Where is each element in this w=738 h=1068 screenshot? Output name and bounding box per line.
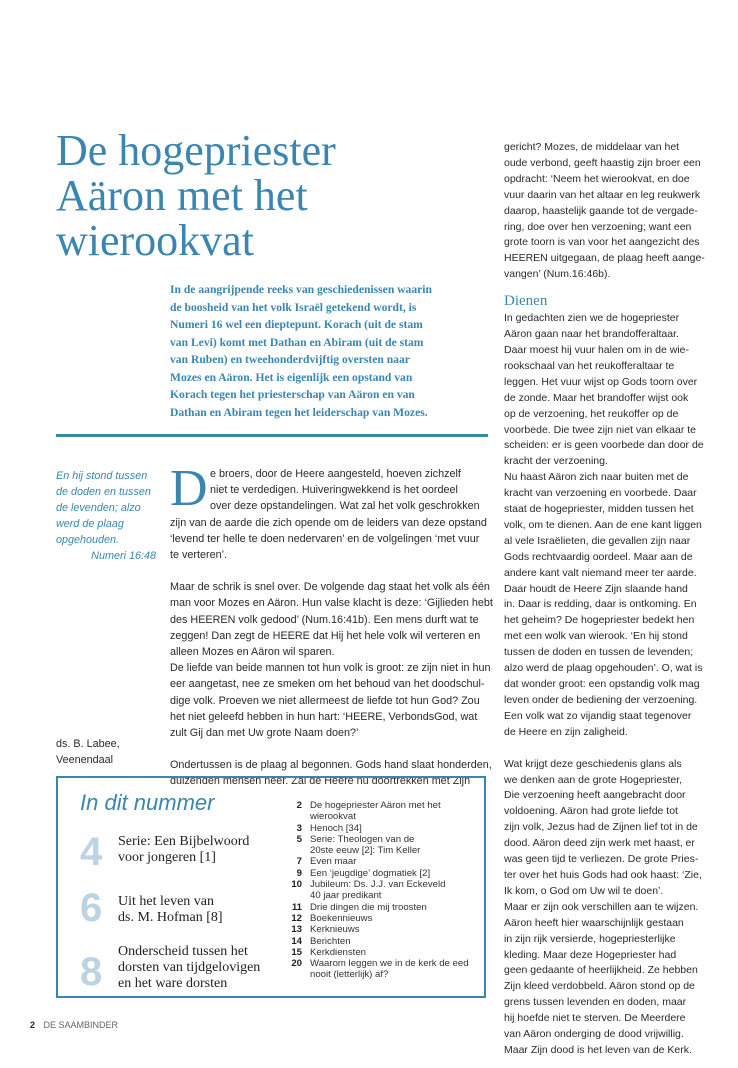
body-line: tussen de doden en tussen de levenden;: [504, 646, 694, 659]
quote-line: werd de plaag: [56, 518, 124, 530]
toc-page-number: 20: [291, 958, 302, 970]
body-line: zult Gij dan met Uw grote Naam doen?’: [170, 727, 359, 740]
toc-entry[interactable]: [284, 823, 484, 834]
toc-title-line: Serie: Theologen van de: [310, 833, 415, 845]
body-line: grens tussen levenden en doden, maar: [504, 996, 687, 1009]
body-line: voldoening. Aäron had grote liefde tot: [504, 805, 678, 818]
body-line: alzo werd de plaag opgehouden’. O, wat is: [504, 662, 703, 675]
body-line: hij hoefde niet te sterven. De Meerdere: [504, 1012, 686, 1025]
page-number: 2: [30, 1020, 36, 1030]
body-line: kracht van verzoening en voorbede. Daar: [504, 487, 697, 500]
body-line: Een volk wat zo vijandig staat tegenover: [504, 709, 692, 722]
intro-line: Mozes en Aäron. Het is eigenlijk een opstand van: [170, 370, 413, 384]
intro-line: Numeri 16 wel een dieptepunt. Korach (uit de stam: [170, 318, 423, 331]
body-line: leggen. Het vuur wijst op Gods toorn over: [504, 375, 698, 388]
body-line: ring, doe over hen verzoening; want een: [504, 220, 692, 233]
body-line: het niet geleefd hebben in hun hart: ‘HEERE, VerbondsGod, wat: [170, 710, 478, 723]
quote-line: de doden en tussen: [56, 486, 151, 498]
author-credit: [56, 736, 120, 768]
toc-entry[interactable]: [284, 868, 484, 879]
body-line: in. Daar is redding, daar is ontkoming. En: [504, 598, 697, 611]
body-line: des HEEREN volk gedood’ (Num.16:41b). Een mens durft wat te: [170, 613, 479, 626]
body-line: de Heere en zijn zaligheid.: [504, 725, 628, 738]
article-title: [56, 128, 486, 263]
body-line: opdracht: ‘Neem het wierookvat, en doe: [504, 172, 690, 185]
toc-title-line: Een ‘jeugdige’ dogmatiek [2]: [310, 867, 431, 879]
toc-title-line: Kerkdiensten: [310, 946, 366, 958]
body-line: Daar houdt de Heere Zijn slaande hand: [504, 582, 688, 595]
toc-title-line: 20ste eeuw [2]: Tim Keller: [310, 845, 421, 857]
body-line: andere kant valt niemand meer ter aarde.: [504, 566, 697, 579]
title-line: wierookvat: [56, 216, 254, 265]
body-line: Maar Zijn dood is het leven van de Kerk.: [504, 1043, 692, 1056]
body-line: Maar de schrik is snel over. De volgende dag staat het volk als één: [170, 581, 490, 594]
toc-entry[interactable]: [284, 800, 484, 823]
intro-line: Dathan en Abiram tegen het leiderschap van Mozes.: [170, 405, 428, 419]
toc-entry[interactable]: [284, 958, 484, 981]
author-name: ds. B. Labee,: [56, 738, 120, 750]
toc-title-line: De hogepriester Aäron met het: [310, 800, 441, 811]
feature-title-line: Serie: Een Bijbelwoord: [118, 834, 250, 849]
intro-line: de boosheid van het volk Israël getekend wordt, is: [170, 300, 417, 314]
feature-page-number: 4: [80, 830, 103, 874]
pull-quote: [56, 468, 156, 564]
section-divider: [56, 434, 488, 437]
intro-line: van Ruben) en tweehonderdvijftig oversten naar: [170, 353, 410, 366]
toc-title-line: nooit (letterlijk) af?: [310, 969, 389, 981]
body-line: ter over het huis Gods had ook haast: ‘Zie,: [504, 868, 702, 881]
toc-entry[interactable]: [284, 856, 484, 867]
title-line: Aäron met het: [56, 171, 308, 220]
quote-line: En hij stond tussen: [56, 470, 148, 482]
feature-title-line: en het ware dorsten: [118, 976, 228, 991]
title-line: De hogepriester: [56, 126, 336, 175]
body-line: Nu haast Aäron zich naar buiten met de: [504, 471, 689, 484]
body-line: duizenden mensen neer. Zal de Heere nu doortrekken met Zijn: [170, 775, 471, 788]
body-line: zeggen! Dan zegt de HEERE dat Hij het hele volk wil verteren en: [170, 629, 481, 642]
body-line: staat de hogepriester, midden tussen het: [504, 503, 694, 516]
body-line: oude verbond, geeft haastig zijn broer een: [504, 156, 701, 169]
toc-page-number: 3: [296, 822, 302, 834]
body-line: e broers, door de Heere aangesteld, hoeven zichzelf: [210, 468, 461, 480]
body-line: ‘levend ter helle te doen nedervaren’ en de volgelingen ‘met vuur: [170, 532, 480, 545]
toc-title-line: Jubileum: Ds. J.J. van Eckeveld: [310, 879, 446, 891]
body-line: Daar moest hij vuur halen om in de wie-: [504, 343, 690, 356]
body-line: vuur daarin van het altaar en leg reukwerk: [504, 188, 701, 201]
body-line: gericht? Mozes, de middelaar van het: [504, 141, 680, 153]
toc-page-number: 2: [296, 800, 302, 811]
body-line: vangen’ (Num.16:46b).: [504, 268, 611, 281]
body-line: Ik kom, o God om Uw wil te doen’.: [504, 884, 664, 897]
feature-title-line: Onderscheid tussen het: [118, 944, 248, 959]
body-line: Aäron gaan naar het brandofferaltaar.: [504, 328, 679, 341]
toc-title-line: Kerknieuws: [310, 924, 360, 936]
toc-page-number: 7: [296, 856, 302, 868]
body-line: zijn van de aarde die zich opende om de leiders van deze opstand: [170, 516, 487, 529]
body-line: al vele Israëlieten, die gevallen zijn naar: [504, 534, 691, 547]
toc-entry[interactable]: [284, 902, 484, 913]
body-line: dige volk. Proeven we niet allermeest de liefde tot hun God? Zou: [170, 694, 480, 707]
toc-page-number: 9: [296, 867, 302, 879]
body-line: daarop, haastelijk gaande tot de vergade-: [504, 204, 698, 217]
body-line: te verteren’.: [170, 549, 228, 562]
body-line: dood. Aäron deed zijn werk met haast, er: [504, 837, 695, 850]
body-line: Ondertussen is de plaag al begonnen. Gods hand slaat honderden,: [170, 759, 492, 772]
body-line: rookschaal van het reukofferaltaar te: [504, 359, 675, 372]
toc-title-line: Berichten: [310, 935, 351, 947]
contents-box: [56, 776, 486, 998]
intro-paragraph: [170, 281, 488, 421]
toc-title-line: Waarom leggen we in de kerk de eed: [310, 958, 469, 970]
right-column: [504, 140, 714, 1059]
author-location: Veenendaal: [56, 754, 114, 766]
body-line: voorbede. Die twee zijn niet van elkaar te: [504, 423, 697, 436]
page-footer: [30, 1020, 118, 1030]
toc-entry[interactable]: [284, 879, 484, 902]
body-line: dat wonder groot: een opstandig volk mag: [504, 678, 700, 690]
body-line: het geheim? De hogepriester bedekt hen: [504, 614, 695, 627]
toc-entry[interactable]: [284, 913, 484, 924]
body-line: niet te verdedigen. Huiveringwekkend is het oordeel: [210, 484, 458, 497]
body-line: Wat krijgt deze geschiedenis glans als: [504, 757, 682, 770]
intro-line: van Levi) komt met Dathan en Abiram (uit de stam: [170, 335, 424, 349]
intro-line: Korach tegen het priesterschap van Aäron en van: [170, 388, 415, 401]
section-heading: Dienen: [504, 293, 548, 310]
quote-line: opgehouden.: [56, 534, 120, 546]
body-line: kleding. Maar deze Hogepriester had: [504, 948, 677, 961]
body-line: geen gedaante of heerlijkheid. Ze hebben: [504, 964, 698, 977]
body-line: Aäron heeft hier waarschijnlijk gestaan: [504, 916, 684, 929]
toc-title-line: Henoch [34]: [310, 822, 362, 834]
toc-list: [284, 800, 484, 981]
body-line: kracht der verzoening.: [504, 455, 608, 468]
feature-title-line: ds. M. Hofman [8]: [118, 910, 223, 925]
toc-entry[interactable]: [284, 834, 484, 857]
toc-title-line: Drie dingen die mij troosten: [310, 901, 427, 913]
toc-page-number: 13: [291, 924, 302, 936]
body-line: met een wolk van wierook. ‘En hij stond: [504, 630, 688, 643]
body-line: we denken aan de grote Hogepriester,: [504, 773, 683, 786]
body-line: Maar er zijn ook verschillen aan te wijzen.: [504, 900, 699, 913]
toc-page-number: 5: [296, 833, 302, 845]
feature-title-line: Uit het leven van: [118, 894, 215, 909]
body-line: was geen tijd te verliezen. De grote Pries-: [504, 853, 699, 866]
body-line: de zonde. Maar het brandoffer wijst ook: [504, 391, 689, 404]
feature-title-line: dorsten van tijdgelovigen: [118, 960, 261, 975]
body-line: Die verzoening heeft aangebracht door: [504, 789, 686, 802]
contents-title: In dit nummer: [80, 790, 215, 815]
body-line: man voor Mozes en Aäron. Hun valse klacht is deze: ‘Gijlieden hebt: [170, 597, 493, 610]
toc-title-line: Boekennieuws: [310, 912, 373, 924]
magazine-name: DE SAAMBINDER: [43, 1020, 119, 1030]
toc-entry[interactable]: [284, 947, 484, 958]
toc-page-number: 10: [291, 879, 302, 891]
body-line: Gods rechtvaardig oordeel. Maar aan de: [504, 550, 693, 563]
body-line: van Aäron onderging de dood vrijwillig.: [504, 1028, 684, 1041]
body-line: scheiden: er is geen voorbede dan door de: [504, 439, 704, 452]
toc-page-number: 11: [291, 901, 302, 913]
body-line: eer aangetast, nee ze smeken om het behoud van het doodschul-: [170, 678, 485, 691]
body-line: In gedachten zien we de hogepriester: [504, 312, 680, 325]
body-line: in zijn rijk versierde, hogepriesterlijke: [504, 932, 676, 945]
body-line: over deze opstandelingen. Wat zal het volk geschrokken: [210, 500, 480, 513]
intro-line: In de aangrijpende reeks van geschiedenissen waarin: [170, 283, 432, 296]
toc-page-number: 15: [291, 946, 302, 958]
toc-entry[interactable]: [284, 924, 484, 935]
feature-page-number: 8: [80, 950, 103, 994]
body-line: Zijn kleed verdobbeld. Aäron stond op de: [504, 980, 695, 993]
body-line: alleen Mozes en Aäron wil sparen.: [170, 646, 335, 659]
feature-page-number: 6: [80, 886, 103, 930]
body-line: op de verzoening, het reukoffer op de: [504, 407, 679, 420]
toc-title-line: 40 jaar predikant: [310, 890, 382, 902]
body-line: volk, om te dienen. Aan de ene kant liggen: [504, 518, 702, 531]
body-line: grote toorn is van voor het aangezicht des: [504, 236, 700, 249]
body-line: leven onder de bediening der verzoening.: [504, 693, 698, 706]
quote-line: de levenden; alzo: [56, 502, 141, 514]
body-line: zijn volk, Jezus had de Zijnen lief tot in de: [504, 821, 698, 834]
toc-title-line: wierookvat: [310, 811, 356, 823]
main-column: [170, 460, 493, 790]
quote-reference: Numeri 16:48: [91, 550, 156, 562]
toc-page-number: 14: [291, 935, 302, 947]
drop-cap: D: [170, 460, 208, 517]
body-line: HEEREN uitgegaan, de plaag heeft aange-: [504, 252, 705, 265]
toc-page-number: 12: [291, 912, 302, 924]
feature-title-line: voor jongeren [1]: [118, 850, 216, 865]
toc-title-line: Even maar: [310, 856, 357, 868]
toc-entry[interactable]: [284, 936, 484, 947]
body-line: De liefde van beide mannen tot hun volk is groot: ze zijn niet in hun: [170, 662, 491, 675]
